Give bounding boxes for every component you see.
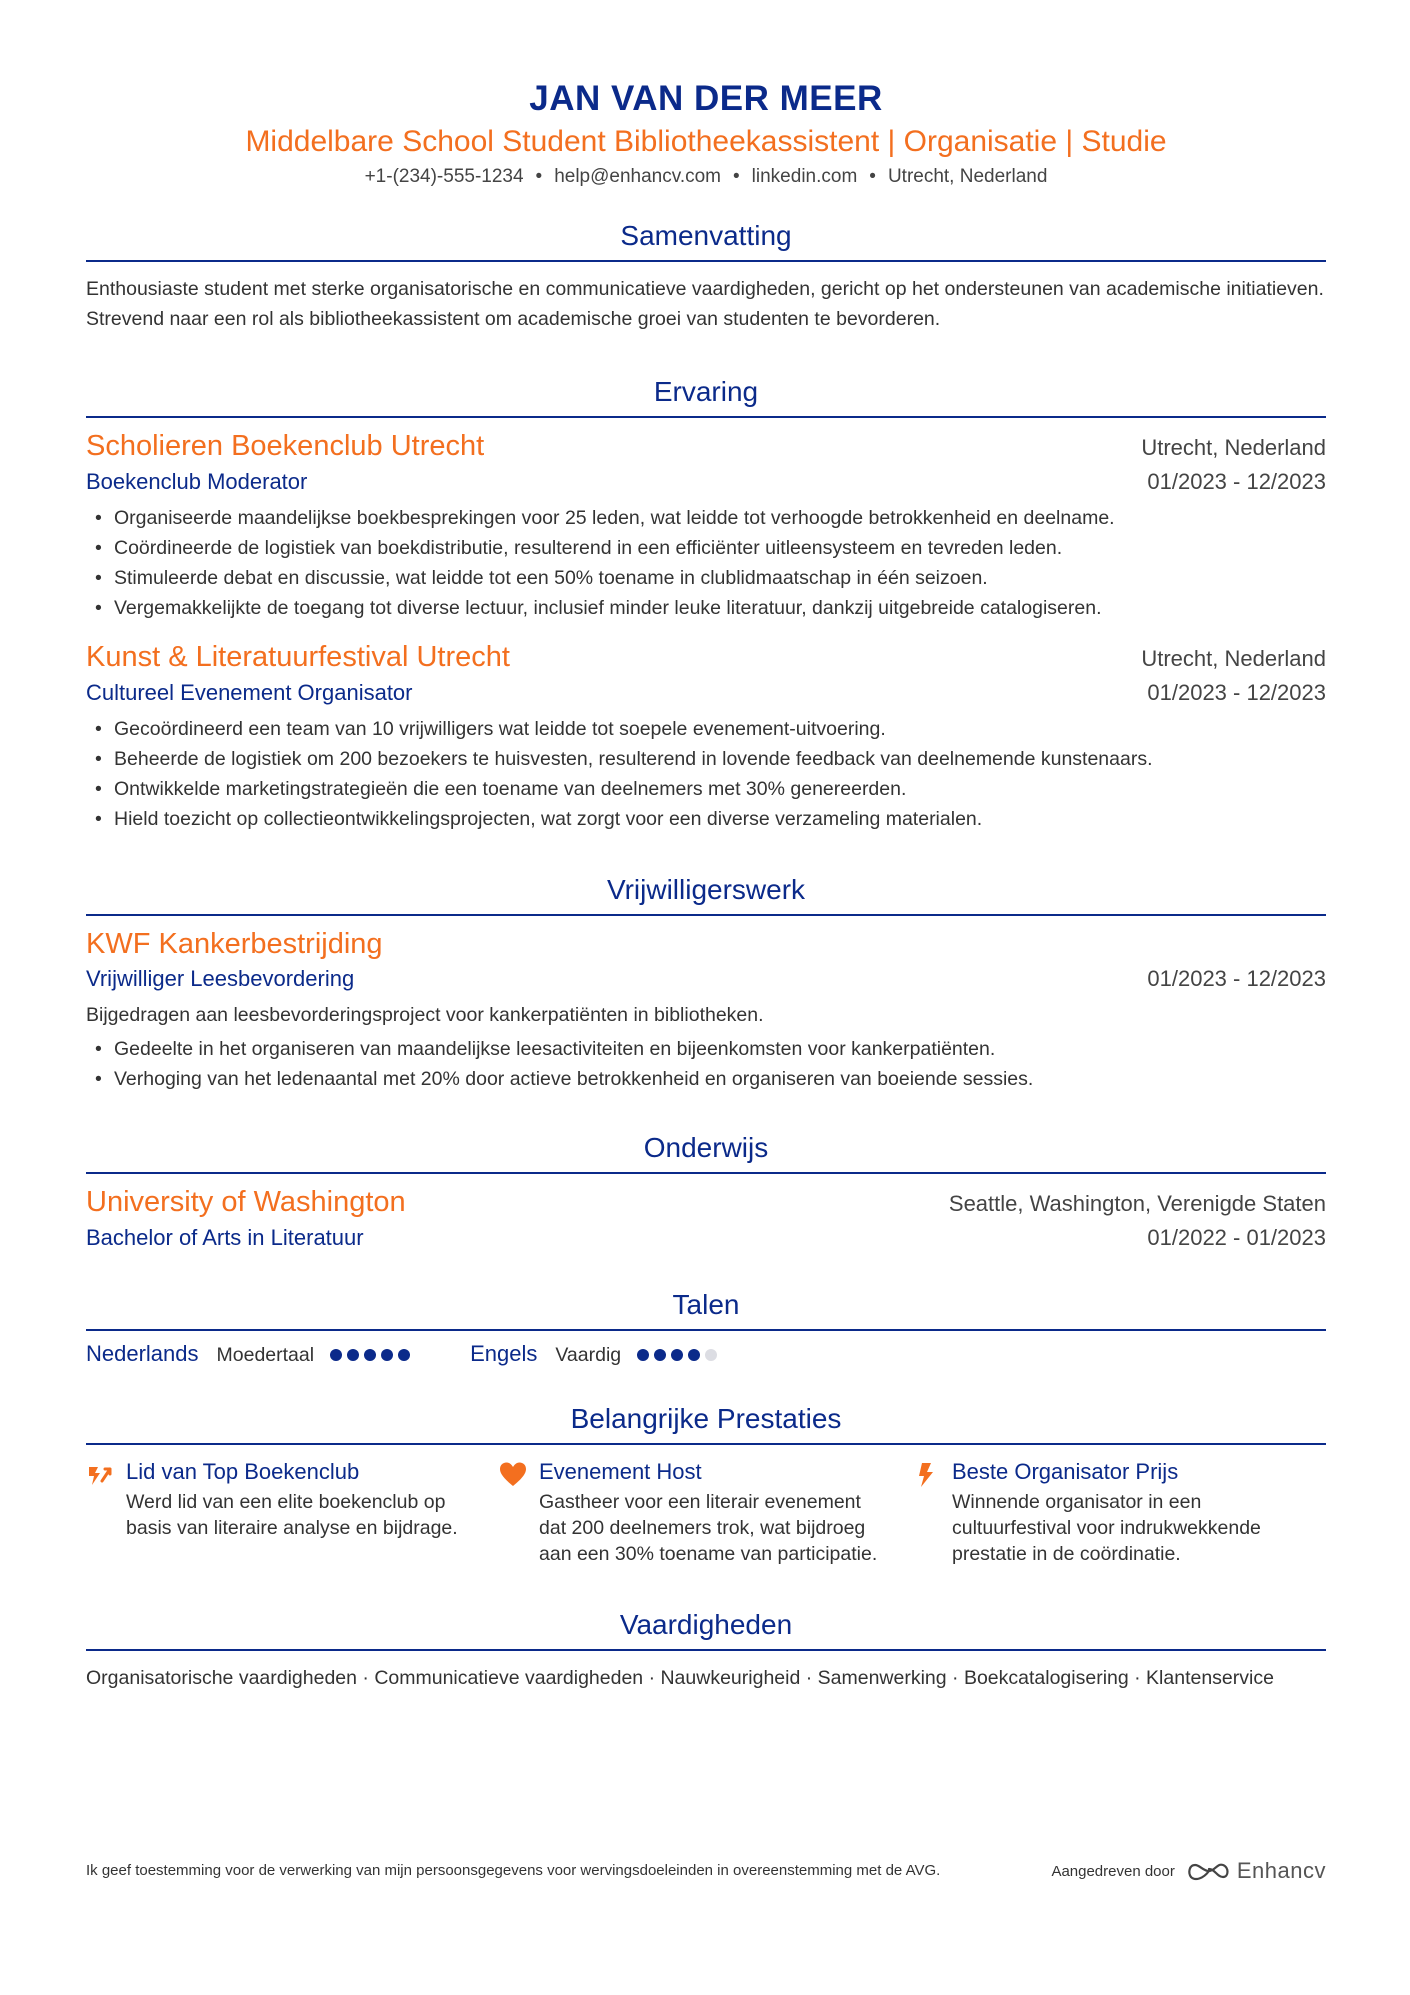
- separator-dot: •: [733, 166, 740, 187]
- separator-dot: •: [535, 166, 543, 187]
- section-title: Talen: [86, 1287, 1326, 1331]
- bullet-item: • Gedeelte in het organiseren van maandelijkse leesactiviteiten en bijeenkomsten voor kankerpatiënten.: [86, 1034, 1326, 1064]
- lightning-arrow-icon: [86, 1457, 126, 1567]
- section-title: Vrijwilligerswerk: [86, 872, 1326, 916]
- language-level: Vaardig: [555, 1344, 622, 1366]
- resume-header: [86, 0, 1326, 190]
- achievement-title: Evenement Host: [539, 1459, 702, 1484]
- enhancv-logo-icon: [1187, 1859, 1231, 1883]
- consent-text: Ik geef toestemming voor de verwerking van mijn persoonsgegevens voor wervingsdoeleinden in overeenstemming met de AVG.: [86, 1862, 941, 1879]
- section-title: Ervaring: [86, 374, 1326, 418]
- achievement-desc: Werd lid van een elite boekenclub op basis van literaire analyse en bijdrage.: [126, 1491, 458, 1539]
- company-name: Kunst & Literatuurfestival Utrecht: [86, 641, 510, 673]
- rating-dot-filled: [330, 1349, 342, 1361]
- contact-line: [86, 164, 1326, 190]
- rating-dots: [637, 1349, 717, 1361]
- achievement-desc: Winnende organisator in een cultuurfestival voor indrukwekkende prestatie in de coördinatie.: [952, 1491, 1261, 1565]
- education-section: [86, 1130, 1326, 1255]
- organization-name: KWF Kankerbestrijding: [86, 928, 383, 960]
- entry-dates: 01/2023 - 12/2023: [1147, 680, 1326, 705]
- volunteer-description: Bijgedragen aan leesbevorderingsproject voor kankerpatiënten in bibliotheken.: [86, 1004, 764, 1026]
- rating-dots: [330, 1349, 410, 1361]
- rating-dot-filled: [688, 1349, 700, 1361]
- bullet-list: [86, 1034, 1326, 1094]
- entry-location: Utrecht, Nederland: [1141, 435, 1326, 460]
- language-name: Engels: [470, 1341, 538, 1366]
- education-entry: [86, 1184, 1326, 1255]
- summary-text: Enthousiaste student met sterke organisatorische en communicatieve vaardigheden, gericht op het ondersteunen van academische initiatieven. Strevend naar een rol als bibliotheekassistent om academische groei van studenten te bevorderen.: [86, 278, 1324, 330]
- heart-icon: [499, 1457, 539, 1567]
- skills-text: Organisatorische vaardigheden · Communicatieve vaardigheden · Nauwkeurigheid · Samenwerking · Boekcatalogisering · Klantenservice: [86, 1667, 1274, 1689]
- job-role: Boekenclub Moderator: [86, 469, 308, 494]
- section-title: Vaardigheden: [86, 1607, 1326, 1651]
- volunteer-section: [86, 872, 1326, 1094]
- experience-entry: [86, 639, 1326, 834]
- rating-dot-filled: [398, 1349, 410, 1361]
- achievements-section: [86, 1401, 1326, 1567]
- section-title: Belangrijke Prestaties: [86, 1401, 1326, 1445]
- brand-name: Enhancv: [1236, 1858, 1326, 1883]
- language-level: Moedertaal: [216, 1344, 315, 1366]
- entry-dates: 01/2023 - 12/2023: [1147, 469, 1326, 494]
- bullet-item: • Gecoördineerd een team van 10 vrijwilligers wat leidde tot soepele evenement-uitvoering.: [86, 714, 1326, 744]
- bullet-list: [86, 714, 1326, 834]
- achievement-item: [499, 1457, 912, 1567]
- bullet-item: • Ontwikkelde marketingstrategieën die een toename van deelnemers met 30% genereerden.: [86, 774, 1326, 804]
- rating-dot-filled: [381, 1349, 393, 1361]
- achievement-title: Beste Organisator Prijs: [952, 1459, 1179, 1484]
- bullet-item: • Vergemakkelijkte de toegang tot diverse lectuur, inclusief minder leuke literatuur, dankzij uitgebreide catalogiseren.: [86, 593, 1326, 623]
- achievement-item: [912, 1457, 1325, 1567]
- bullet-item: • Hield toezicht op collectieontwikkelingsprojecten, wat zorgt voor een diverse verzameling materialen.: [86, 804, 1326, 834]
- rating-dot-filled: [347, 1349, 359, 1361]
- rating-dot-filled: [364, 1349, 376, 1361]
- volunteer-entry: [86, 926, 1326, 1094]
- candidate-title: Middelbare School Student Bibliotheekassistent | Organisatie | Studie: [245, 125, 1167, 158]
- contact-location: Utrecht, Nederland: [887, 166, 1048, 187]
- rating-dot-filled: [637, 1349, 649, 1361]
- bullet-item: • Coördineerde de logistiek van boekdistributie, resulterend in een efficiënter uitleensysteem en tevreden leden.: [86, 533, 1326, 563]
- languages-section: [86, 1287, 1326, 1367]
- rating-dot-empty: [705, 1349, 717, 1361]
- powered-by[interactable]: [1051, 1858, 1326, 1884]
- experience-section: [86, 374, 1326, 834]
- candidate-name: JAN VAN DER MEER: [529, 79, 883, 118]
- bullet-item: • Verhoging van het ledenaantal met 20% door actieve betrokkenheid en organiseren van boeiende sessies.: [86, 1064, 1326, 1094]
- language-item: [470, 1341, 717, 1367]
- achievement-title: Lid van Top Boekenclub: [126, 1459, 360, 1484]
- achievement-item: [86, 1457, 499, 1567]
- job-role: Cultureel Evenement Organisator: [86, 680, 413, 705]
- language-name: Nederlands: [86, 1341, 199, 1366]
- language-item: [86, 1341, 410, 1367]
- bolt-icon: [912, 1457, 952, 1567]
- resume-page: [86, 0, 1326, 1995]
- contact-linkedin[interactable]: linkedin.com: [751, 166, 858, 187]
- bullet-item: • Organiseerde maandelijkse boekbesprekingen voor 25 leden, wat leidde tot verhoogde betrokkenheid en deelname.: [86, 503, 1326, 533]
- experience-entry: [86, 428, 1326, 623]
- volunteer-role: Vrijwilliger Leesbevordering: [86, 966, 355, 991]
- rating-dot-filled: [654, 1349, 666, 1361]
- company-name: Scholieren Boekenclub Utrecht: [86, 430, 485, 462]
- powered-by-label: Aangedreven door: [1051, 1862, 1175, 1880]
- separator-dot: •: [869, 166, 876, 187]
- degree: Bachelor of Arts in Literatuur: [86, 1225, 364, 1250]
- contact-email[interactable]: help@enhancv.com: [554, 166, 722, 187]
- bullet-item: • Beheerde de logistiek om 200 bezoekers te huisvesten, resulterend in lovende feedback van deelnemende kunstenaars.: [86, 744, 1326, 774]
- summary-section: [86, 218, 1326, 334]
- page-footer: [86, 1858, 1326, 1884]
- bullet-list: [86, 503, 1326, 623]
- entry-dates: 01/2022 - 01/2023: [1147, 1225, 1326, 1250]
- contact-phone: +1-(234)-555-1234: [364, 166, 524, 187]
- entry-location: Utrecht, Nederland: [1141, 646, 1326, 671]
- achievement-list: [86, 1457, 1326, 1567]
- section-title: Samenvatting: [86, 218, 1326, 262]
- entry-dates: 01/2023 - 12/2023: [1147, 966, 1326, 991]
- language-list: [86, 1341, 1326, 1367]
- section-title: Onderwijs: [86, 1130, 1326, 1174]
- school-name: University of Washington: [86, 1186, 406, 1218]
- entry-location: Seattle, Washington, Verenigde Staten: [948, 1191, 1326, 1216]
- bullet-item: • Stimuleerde debat en discussie, wat leidde tot een 50% toename in clublidmaatschap in één seizoen.: [86, 563, 1326, 593]
- achievement-desc: Gastheer voor een literair evenement dat 200 deelnemers trok, wat bijdroeg aan een 30% toename van participatie.: [539, 1491, 878, 1565]
- rating-dot-filled: [671, 1349, 683, 1361]
- skills-section: [86, 1607, 1326, 1691]
